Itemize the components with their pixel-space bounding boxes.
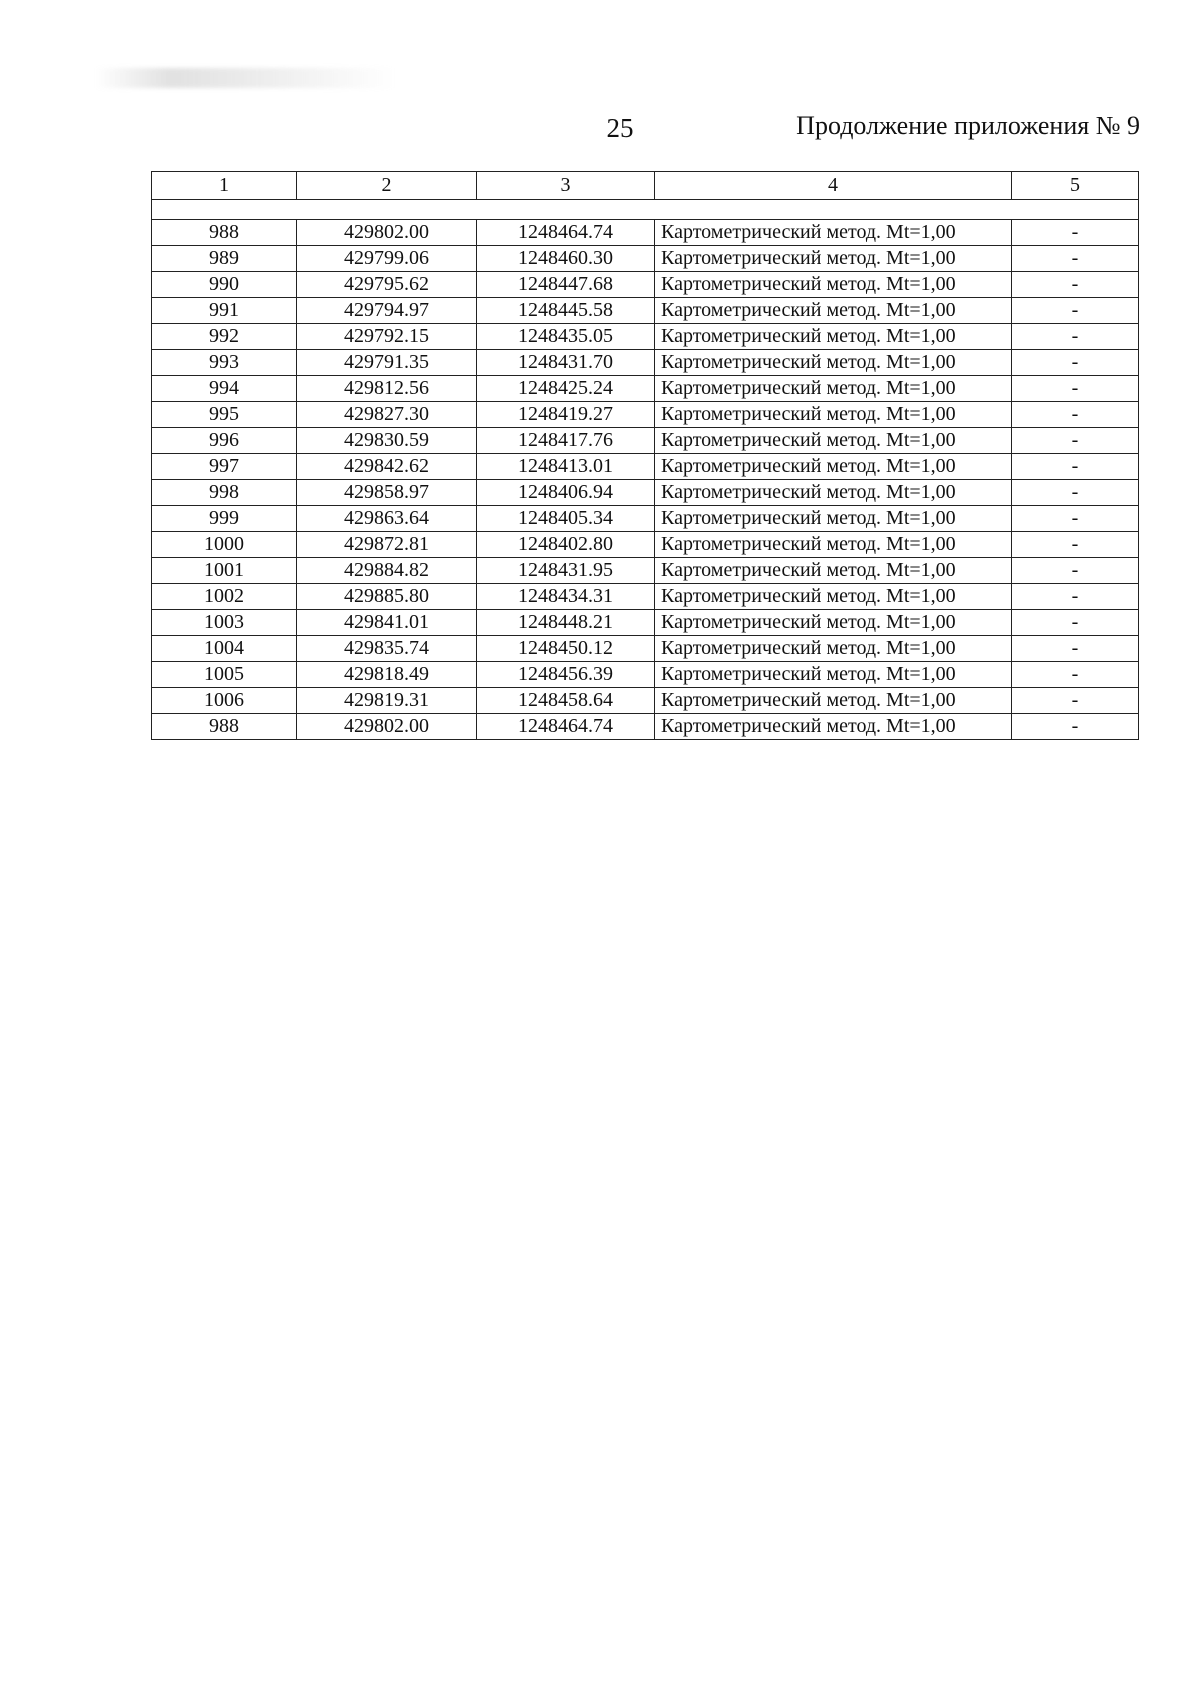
note-cell: - <box>1012 246 1139 272</box>
method-cell: Картометрический метод. Mt=1,00 <box>655 480 1012 506</box>
x-coordinate-cell: 429884.82 <box>297 558 477 584</box>
note-cell: - <box>1012 350 1139 376</box>
method-cell: Картометрический метод. Mt=1,00 <box>655 350 1012 376</box>
empty-spacer-cell <box>152 200 1139 220</box>
note-cell: - <box>1012 714 1139 740</box>
point-number-cell: 997 <box>152 454 297 480</box>
y-coordinate-cell: 1248425.24 <box>477 376 655 402</box>
note-cell: - <box>1012 376 1139 402</box>
x-coordinate-cell: 429841.01 <box>297 610 477 636</box>
note-cell: - <box>1012 220 1139 246</box>
table-row <box>152 584 1139 610</box>
y-coordinate-cell: 1248450.12 <box>477 636 655 662</box>
method-cell: Картометрический метод. Mt=1,00 <box>655 584 1012 610</box>
note-cell: - <box>1012 558 1139 584</box>
y-coordinate-cell: 1248431.70 <box>477 350 655 376</box>
point-number-cell: 991 <box>152 298 297 324</box>
note-cell: - <box>1012 662 1139 688</box>
x-coordinate-cell: 429835.74 <box>297 636 477 662</box>
x-coordinate-cell: 429818.49 <box>297 662 477 688</box>
y-coordinate-cell: 1248464.74 <box>477 220 655 246</box>
table-row <box>152 402 1139 428</box>
table-row <box>152 428 1139 454</box>
y-coordinate-cell: 1248417.76 <box>477 428 655 454</box>
page-number: 25 <box>606 113 634 143</box>
table-row <box>152 454 1139 480</box>
method-cell: Картометрический метод. Mt=1,00 <box>655 662 1012 688</box>
table-row <box>152 558 1139 584</box>
y-coordinate-cell: 1248413.01 <box>477 454 655 480</box>
y-coordinate-cell: 1248405.34 <box>477 506 655 532</box>
x-coordinate-cell: 429791.35 <box>297 350 477 376</box>
table-row <box>152 324 1139 350</box>
y-coordinate-cell: 1248431.95 <box>477 558 655 584</box>
x-coordinate-cell: 429792.15 <box>297 324 477 350</box>
x-coordinate-cell: 429819.31 <box>297 688 477 714</box>
x-coordinate-cell: 429885.80 <box>297 584 477 610</box>
column-header-1: 1 <box>152 172 297 200</box>
table-row <box>152 714 1139 740</box>
y-coordinate-cell: 1248448.21 <box>477 610 655 636</box>
x-coordinate-cell: 429872.81 <box>297 532 477 558</box>
note-cell: - <box>1012 532 1139 558</box>
table-row <box>152 220 1139 246</box>
point-number-cell: 994 <box>152 376 297 402</box>
x-coordinate-cell: 429842.62 <box>297 454 477 480</box>
table-row <box>152 272 1139 298</box>
point-number-cell: 992 <box>152 324 297 350</box>
table-row <box>152 688 1139 714</box>
method-cell: Картометрический метод. Mt=1,00 <box>655 636 1012 662</box>
note-cell: - <box>1012 636 1139 662</box>
method-cell: Картометрический метод. Mt=1,00 <box>655 402 1012 428</box>
x-coordinate-cell: 429802.00 <box>297 220 477 246</box>
table-row <box>152 662 1139 688</box>
note-cell: - <box>1012 506 1139 532</box>
method-cell: Картометрический метод. Mt=1,00 <box>655 532 1012 558</box>
point-number-cell: 999 <box>152 506 297 532</box>
y-coordinate-cell: 1248458.64 <box>477 688 655 714</box>
point-number-cell: 1006 <box>152 688 297 714</box>
point-number-cell: 990 <box>152 272 297 298</box>
point-number-cell: 1003 <box>152 610 297 636</box>
y-coordinate-cell: 1248402.80 <box>477 532 655 558</box>
point-number-cell: 988 <box>152 714 297 740</box>
table-row <box>152 480 1139 506</box>
point-number-cell: 993 <box>152 350 297 376</box>
y-coordinate-cell: 1248456.39 <box>477 662 655 688</box>
y-coordinate-cell: 1248445.58 <box>477 298 655 324</box>
table-row <box>152 298 1139 324</box>
method-cell: Картометрический метод. Mt=1,00 <box>655 272 1012 298</box>
method-cell: Картометрический метод. Mt=1,00 <box>655 610 1012 636</box>
y-coordinate-cell: 1248406.94 <box>477 480 655 506</box>
note-cell: - <box>1012 324 1139 350</box>
table-row <box>152 532 1139 558</box>
column-header-3: 3 <box>477 172 655 200</box>
method-cell: Картометрический метод. Mt=1,00 <box>655 506 1012 532</box>
point-number-cell: 1004 <box>152 636 297 662</box>
point-number-cell: 995 <box>152 402 297 428</box>
note-cell: - <box>1012 480 1139 506</box>
method-cell: Картометрический метод. Mt=1,00 <box>655 454 1012 480</box>
note-cell: - <box>1012 610 1139 636</box>
method-cell: Картометрический метод. Mt=1,00 <box>655 714 1012 740</box>
method-cell: Картометрический метод. Mt=1,00 <box>655 428 1012 454</box>
table-body <box>152 200 1139 740</box>
method-cell: Картометрический метод. Mt=1,00 <box>655 298 1012 324</box>
note-cell: - <box>1012 402 1139 428</box>
y-coordinate-cell: 1248435.05 <box>477 324 655 350</box>
y-coordinate-cell: 1248447.68 <box>477 272 655 298</box>
point-number-cell: 1002 <box>152 584 297 610</box>
point-number-cell: 1000 <box>152 532 297 558</box>
table-row <box>152 376 1139 402</box>
method-cell: Картометрический метод. Mt=1,00 <box>655 324 1012 350</box>
x-coordinate-cell: 429827.30 <box>297 402 477 428</box>
y-coordinate-cell: 1248460.30 <box>477 246 655 272</box>
table-header <box>152 172 1139 200</box>
x-coordinate-cell: 429863.64 <box>297 506 477 532</box>
empty-spacer-row <box>152 200 1139 220</box>
x-coordinate-cell: 429794.97 <box>297 298 477 324</box>
note-cell: - <box>1012 688 1139 714</box>
method-cell: Картометрический метод. Mt=1,00 <box>655 376 1012 402</box>
x-coordinate-cell: 429795.62 <box>297 272 477 298</box>
point-number-cell: 989 <box>152 246 297 272</box>
y-coordinate-cell: 1248464.74 <box>477 714 655 740</box>
y-coordinate-cell: 1248434.31 <box>477 584 655 610</box>
table-row <box>152 506 1139 532</box>
column-header-5: 5 <box>1012 172 1139 200</box>
point-number-cell: 988 <box>152 220 297 246</box>
column-header-4: 4 <box>655 172 1012 200</box>
x-coordinate-cell: 429799.06 <box>297 246 477 272</box>
point-number-cell: 998 <box>152 480 297 506</box>
coordinates-table <box>151 171 1139 740</box>
method-cell: Картометрический метод. Mt=1,00 <box>655 246 1012 272</box>
method-cell: Картометрический метод. Mt=1,00 <box>655 220 1012 246</box>
method-cell: Картометрический метод. Mt=1,00 <box>655 558 1012 584</box>
x-coordinate-cell: 429802.00 <box>297 714 477 740</box>
note-cell: - <box>1012 272 1139 298</box>
note-cell: - <box>1012 428 1139 454</box>
table-row <box>152 246 1139 272</box>
page-header-title: Продолжение приложения № 9 <box>796 111 1140 140</box>
point-number-cell: 1001 <box>152 558 297 584</box>
point-number-cell: 1005 <box>152 662 297 688</box>
column-header-2: 2 <box>297 172 477 200</box>
table-row <box>152 636 1139 662</box>
table-row <box>152 350 1139 376</box>
note-cell: - <box>1012 584 1139 610</box>
method-cell: Картометрический метод. Mt=1,00 <box>655 688 1012 714</box>
table-row <box>152 610 1139 636</box>
note-cell: - <box>1012 298 1139 324</box>
x-coordinate-cell: 429812.56 <box>297 376 477 402</box>
y-coordinate-cell: 1248419.27 <box>477 402 655 428</box>
x-coordinate-cell: 429830.59 <box>297 428 477 454</box>
note-cell: - <box>1012 454 1139 480</box>
scan-smudge <box>95 68 395 88</box>
x-coordinate-cell: 429858.97 <box>297 480 477 506</box>
point-number-cell: 996 <box>152 428 297 454</box>
column-number-row <box>152 172 1139 200</box>
